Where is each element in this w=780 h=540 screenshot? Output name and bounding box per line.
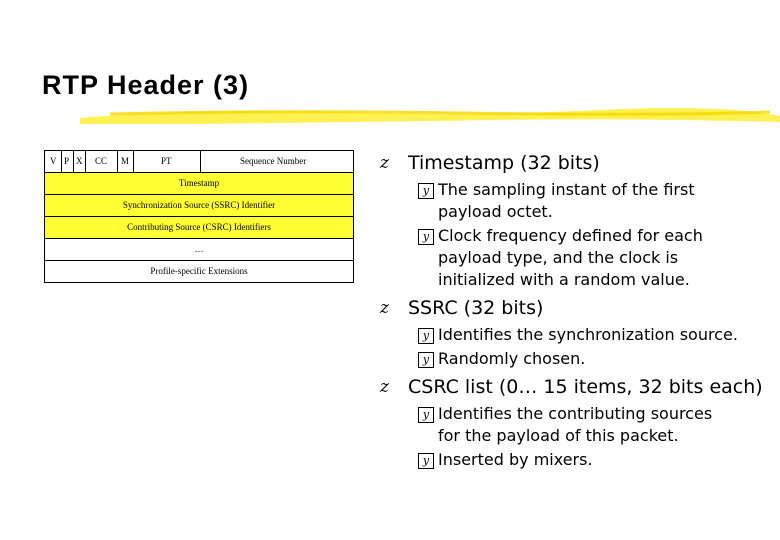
- field-v: V: [50, 156, 57, 166]
- field-m: M: [121, 156, 130, 166]
- bullet-csrc: z CSRC list (0… 15 items, 32 bits each): [380, 376, 763, 398]
- header-row-ellipsis: …: [44, 239, 354, 261]
- bullet-ssrc: z SSRC (32 bits): [380, 297, 544, 319]
- bullet-list: [380, 152, 780, 473]
- bullet-timestamp: z Timestamp (32 bits): [380, 152, 600, 174]
- y-bullet-icon: y: [418, 453, 434, 469]
- z-bullet-icon: z: [380, 298, 389, 318]
- y-bullet-icon: y: [418, 229, 434, 245]
- header-row-csrc: Contributing Source (CSRC) Identifiers: [44, 217, 354, 239]
- y-bullet-icon: y: [418, 352, 434, 368]
- field-pt: PT: [161, 156, 172, 166]
- z-bullet-icon: z: [380, 377, 389, 397]
- field-p: P: [64, 156, 70, 166]
- header-row-extensions: Profile-specific Extensions: [44, 261, 354, 283]
- rtp-header-diagram: [44, 150, 354, 283]
- sub-bullet: y Clock frequency defined for each payload type, and the clock is initialized with a random value.: [380, 225, 780, 291]
- header-row-fixed: [44, 150, 354, 173]
- field-sequence-number: Sequence Number: [240, 156, 307, 166]
- sub-bullet: y Randomly chosen.: [380, 348, 780, 370]
- sub-bullet: y Identifies the contributing sources for the payload of this packet.: [380, 403, 780, 447]
- sub-bullet: y Inserted by mixers.: [380, 449, 780, 471]
- header-row-timestamp: Timestamp: [44, 173, 354, 195]
- sub-bullet: y Identifies the synchronization source.: [380, 324, 780, 346]
- y-bullet-icon: y: [418, 183, 434, 199]
- title-underline-brush: [80, 100, 780, 130]
- field-x: X: [76, 156, 83, 166]
- sub-bullet: y The sampling instant of the first payload octet.: [380, 179, 780, 223]
- z-bullet-icon: z: [380, 153, 389, 173]
- slide-title: RTP Header (3): [42, 70, 250, 100]
- header-row-ssrc: Synchronization Source (SSRC) Identifier: [44, 195, 354, 217]
- y-bullet-icon: y: [418, 328, 434, 344]
- y-bullet-icon: y: [418, 407, 434, 423]
- field-cc: CC: [95, 156, 108, 166]
